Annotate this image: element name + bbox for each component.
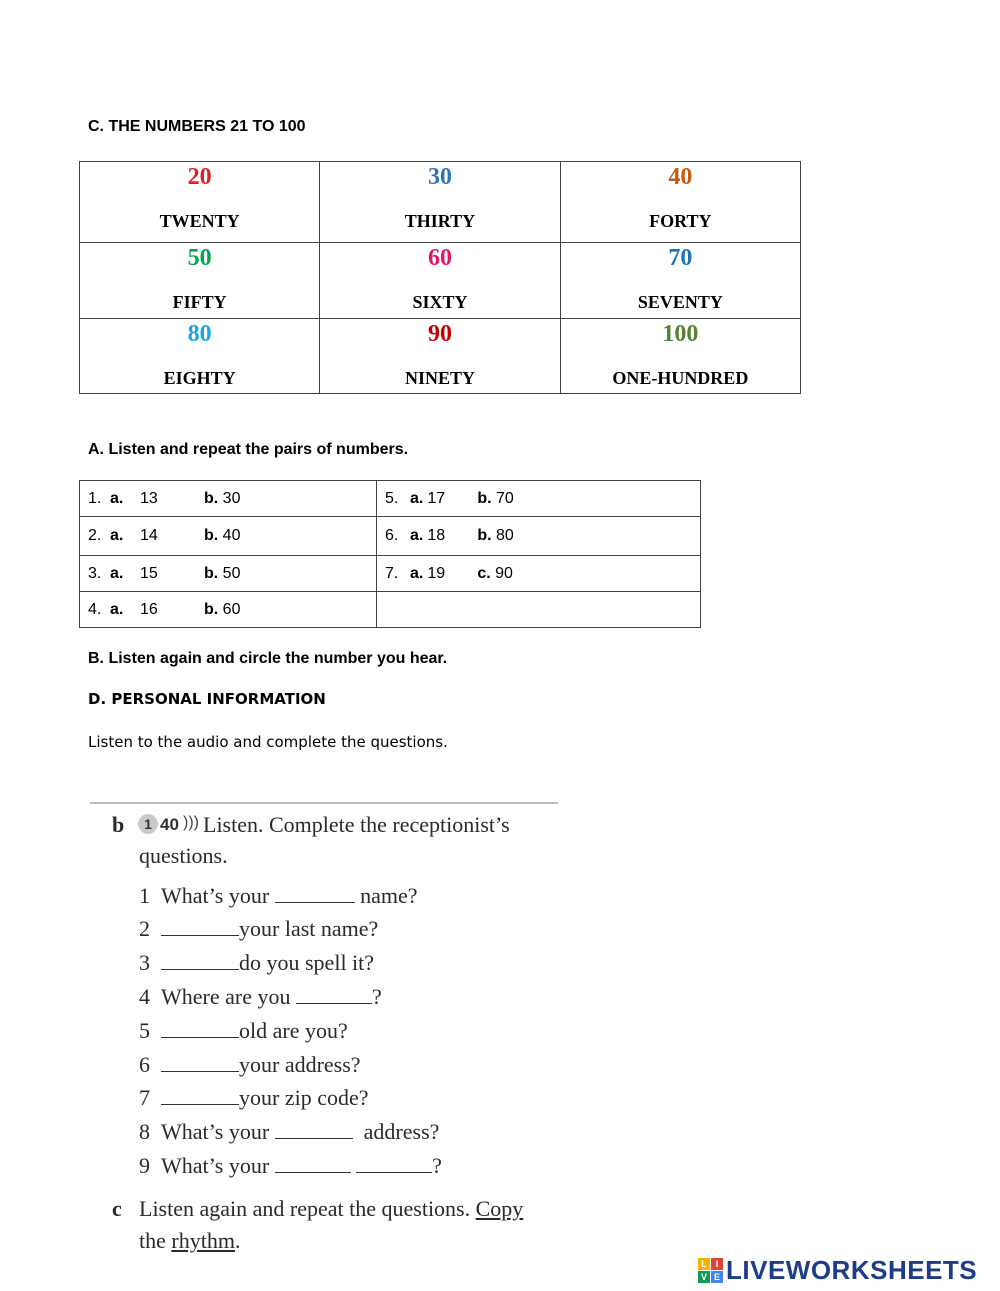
number-value: 40 (668, 164, 693, 190)
number-word: FORTY (649, 211, 712, 231)
exercise-b-instruction-cont: questions. (139, 843, 228, 868)
question-text: ? (432, 1153, 442, 1178)
option-a-label: a. (110, 564, 124, 582)
number-word: SEVENTY (637, 292, 723, 312)
number-value: 100 (662, 321, 699, 347)
option-b-value: 70 (496, 489, 514, 507)
option-a-label: a. (410, 489, 424, 507)
pair-cell (377, 517, 701, 556)
liveworksheets-logo-icon (698, 1258, 724, 1284)
number-value: 70 (668, 245, 693, 271)
option-a-value: 15 (140, 564, 158, 582)
option-a-label: a. (410, 527, 424, 544)
section-b-heading: B. Listen again and circle the number you hear. (88, 650, 448, 667)
table-row (80, 517, 701, 556)
number-word: ONE-HUNDRED (612, 368, 749, 388)
pairs-table (79, 480, 701, 628)
instruction-text: . (234, 1228, 241, 1253)
number-cell (80, 162, 320, 243)
option-a-label: a. (110, 527, 124, 544)
empty-cell (377, 592, 701, 628)
exercise-letter-b: b (112, 812, 125, 837)
question-number: 2 (139, 916, 150, 941)
audio-track-number: 40 (160, 815, 179, 834)
exercise-c-instruction (139, 1196, 523, 1222)
section-d-instruction: Listen to the audio and complete the questions. (88, 733, 448, 751)
question-3 (139, 950, 374, 976)
option-a-value: 16 (140, 600, 158, 618)
exercise-c-instruction-cont (139, 1228, 240, 1254)
question-text: your address? (239, 1052, 361, 1077)
option-a-label: a. (110, 600, 124, 618)
table-row (80, 162, 801, 243)
question-number: 6 (139, 1052, 150, 1077)
pair-number: 7. (385, 564, 399, 582)
number-cell (560, 319, 800, 394)
question-8 (139, 1119, 439, 1145)
pair-cell (80, 592, 377, 628)
number-word: FIFTY (172, 292, 227, 312)
option-b-label: b. (477, 527, 492, 544)
question-text: What’s your (161, 883, 270, 908)
number-word: NINETY (404, 368, 475, 388)
question-number: 1 (139, 883, 150, 908)
question-5 (139, 1018, 348, 1044)
question-number: 4 (139, 984, 150, 1009)
liveworksheets-logo-text: LIVEWORKSHEETS (726, 1255, 978, 1285)
option-b-value: 80 (496, 527, 514, 544)
question-1 (139, 883, 418, 909)
pair-number: 4. (88, 600, 102, 618)
logo-letter: I (711, 1258, 723, 1270)
number-value: 80 (187, 321, 212, 347)
answer-blank[interactable] (161, 1088, 239, 1105)
instruction-text: the (139, 1228, 172, 1253)
logo-letter: V (698, 1271, 710, 1283)
logo-letter: E (711, 1271, 723, 1283)
pair-number: 6. (385, 527, 399, 544)
answer-blank[interactable] (161, 953, 239, 970)
question-4 (139, 984, 382, 1010)
section-a-heading: A. Listen and repeat the pairs of numbers. (88, 441, 409, 458)
question-text: ? (371, 984, 382, 1009)
question-text: name? (360, 883, 418, 908)
option-b-label: b. (204, 564, 219, 582)
number-cell (320, 162, 560, 243)
answer-blank[interactable] (296, 987, 372, 1004)
pair-cell (80, 556, 377, 592)
pair-number: 3. (88, 564, 102, 582)
number-word: EIGHTY (163, 368, 236, 388)
exercise-letter-c: c (112, 1196, 122, 1221)
pair-number: 2. (88, 527, 102, 544)
number-word: THIRTY (404, 211, 476, 231)
table-row (80, 592, 701, 628)
answer-blank[interactable] (161, 919, 239, 936)
pair-cell (80, 517, 377, 556)
option-a-value: 13 (140, 489, 158, 507)
instruction-text-underlined: rhythm (171, 1228, 235, 1253)
option-a-value: 19 (427, 564, 446, 582)
pair-cell (80, 481, 377, 517)
question-9 (139, 1153, 442, 1179)
table-row (80, 319, 801, 394)
answer-blank[interactable] (275, 1156, 351, 1173)
question-number: 8 (139, 1119, 150, 1144)
number-value: 60 (427, 245, 452, 271)
question-text: address? (363, 1119, 440, 1144)
audio-icon: ))) (183, 814, 199, 831)
question-text: old are you? (239, 1018, 348, 1043)
question-text: Where are you (161, 984, 291, 1009)
option-b-label: b. (204, 600, 219, 618)
option-a-value: 14 (140, 527, 158, 544)
pair-cell (377, 481, 701, 517)
question-text: your zip code? (239, 1085, 369, 1110)
number-cell (80, 319, 320, 394)
instruction-text-underlined: Copy (475, 1196, 524, 1221)
question-2 (139, 916, 378, 942)
question-text: What’s your (161, 1153, 270, 1178)
option-a-value: 17 (427, 489, 446, 507)
exercise-b-instruction: Listen. Complete the receptionist’s (203, 812, 510, 837)
number-value: 30 (427, 164, 452, 190)
book-top-rule (90, 802, 558, 804)
option-b-value: 30 (222, 489, 241, 507)
option-b-label: b. (204, 489, 219, 507)
logo-letter: L (698, 1258, 710, 1270)
answer-blank[interactable] (275, 886, 355, 903)
number-cell (80, 243, 320, 319)
option-b-label: b. (204, 527, 219, 544)
number-cell (320, 319, 560, 394)
option-b-value: 60 (222, 600, 241, 618)
question-7 (139, 1085, 369, 1111)
instruction-text: Listen again and repeat the questions. (139, 1196, 476, 1221)
table-row (80, 243, 801, 319)
number-cell (560, 162, 800, 243)
table-row (80, 481, 701, 517)
table-row (80, 556, 701, 592)
answer-blank[interactable] (275, 1122, 353, 1139)
number-word: SIXTY (412, 292, 468, 312)
section-d-heading: D. PERSONAL INFORMATION (88, 690, 326, 708)
pair-number: 5. (385, 489, 399, 507)
option-b-value: 40 (222, 527, 241, 544)
section-c-heading: C. THE NUMBERS 21 TO 100 (88, 118, 306, 135)
number-value: 50 (187, 245, 212, 271)
option-b-value: 50 (222, 564, 241, 582)
question-text: What’s your (161, 1119, 270, 1144)
question-6 (139, 1052, 361, 1078)
answer-blank[interactable] (161, 1021, 239, 1038)
question-number: 5 (139, 1018, 150, 1043)
option-b-label: b. (477, 489, 492, 507)
option-b-value: 90 (495, 564, 513, 582)
pair-number: 1. (88, 489, 102, 507)
answer-blank[interactable] (161, 1055, 239, 1072)
number-cell (560, 243, 800, 319)
number-cell (320, 243, 560, 319)
question-number: 9 (139, 1153, 150, 1178)
numbers-table (79, 161, 801, 394)
option-a-label: a. (410, 564, 424, 582)
question-number: 7 (139, 1085, 150, 1110)
option-b-label: c. (477, 564, 491, 582)
question-text: your last name? (239, 916, 379, 941)
pair-cell (377, 556, 701, 592)
question-number: 3 (139, 950, 150, 975)
number-value: 20 (187, 164, 212, 190)
audio-track-badge: 1 (138, 814, 158, 834)
option-a-label: a. (110, 489, 124, 507)
answer-blank[interactable] (356, 1156, 432, 1173)
option-a-value: 18 (427, 527, 446, 544)
number-value: 90 (427, 321, 452, 347)
number-word: TWENTY (159, 211, 240, 231)
question-text: do you spell it? (239, 950, 375, 975)
